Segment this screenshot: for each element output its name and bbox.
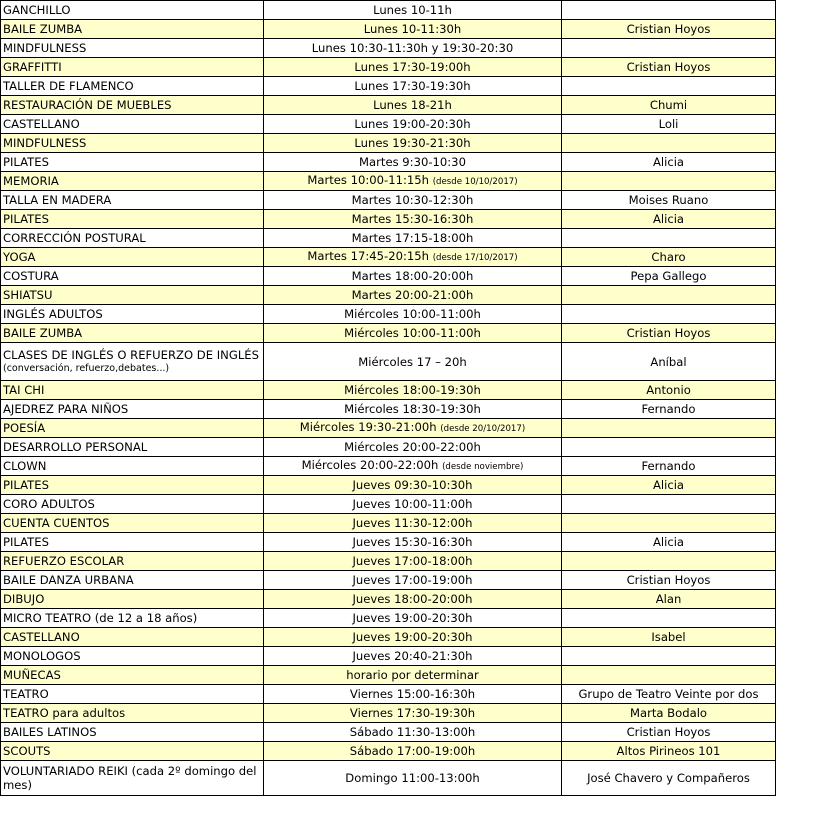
- activity-cell: [1, 96, 264, 115]
- table-row: [1, 115, 776, 134]
- instructor-cell: [562, 324, 776, 343]
- table-row: [1, 1, 776, 20]
- schedule-time: Lunes 19:30-21:30h: [354, 136, 471, 150]
- table-row: [1, 20, 776, 39]
- table-row: [1, 742, 776, 761]
- schedule-cell: [264, 742, 562, 761]
- schedule-cell: [264, 628, 562, 647]
- schedule-cell: [264, 96, 562, 115]
- instructor-name: Marta Bodalo: [629, 706, 708, 720]
- activity-name: CUENTA CUENTOS: [3, 516, 110, 530]
- instructor-cell: [562, 134, 776, 153]
- instructor-cell: [562, 533, 776, 552]
- schedule-cell: [264, 20, 562, 39]
- instructor-cell: [562, 305, 776, 324]
- instructor-name: Aníbal: [650, 354, 687, 369]
- instructor-cell: [562, 476, 776, 495]
- activity-name: POESÍA: [3, 421, 46, 435]
- schedule-time: Jueves 18:00-20:00h: [352, 592, 473, 606]
- schedule-time: Martes 15:30-16:30h: [351, 212, 474, 226]
- schedule-time: Miércoles 10:00-11:00h: [344, 326, 481, 340]
- activity-name: REFUERZO ESCOLAR: [3, 554, 125, 568]
- activity-cell: [1, 400, 264, 419]
- activity-cell: [1, 419, 264, 438]
- schedule-time: Jueves 17:00-18:00h: [352, 554, 473, 568]
- instructor-name: José Chavero y Compañeros: [587, 771, 750, 785]
- instructor-cell: [562, 267, 776, 286]
- schedule-cell: [264, 419, 562, 438]
- schedule-cell: [264, 172, 562, 191]
- instructor-cell: [562, 115, 776, 134]
- activity-cell: [1, 742, 264, 761]
- schedule-cell: [264, 552, 562, 571]
- instructor-cell: [562, 286, 776, 305]
- schedule-time: Martes 10:30-12:30h: [351, 193, 474, 207]
- instructor-name: Chumi: [649, 98, 688, 112]
- instructor-cell: [562, 438, 776, 457]
- schedule-time: Miércoles 18:00-19:30h: [344, 383, 481, 397]
- schedule-time: Lunes 19:00-20:30h: [354, 117, 471, 131]
- instructor-cell: [562, 457, 776, 476]
- table-row: [1, 286, 776, 305]
- schedule-time: Viernes 15:00-16:30h: [349, 687, 476, 701]
- table-row: [1, 647, 776, 666]
- activity-name: CORRECCIÓN POSTURAL: [3, 231, 146, 245]
- schedule-time: Domingo 11:00-13:00h: [345, 771, 480, 785]
- instructor-name: Alicia: [652, 535, 685, 549]
- instructor-name: Altos Pirineos 101: [616, 744, 721, 758]
- instructor-cell: [562, 495, 776, 514]
- activity-name: SCOUTS: [3, 744, 51, 758]
- instructor-name: Loli: [658, 117, 679, 131]
- table-row: [1, 457, 776, 476]
- schedule-cell: [264, 666, 562, 685]
- schedule-time: Martes 17:15-18:00h: [351, 231, 474, 245]
- activity-name: CLOWN: [3, 459, 47, 473]
- schedule-cell: [264, 590, 562, 609]
- activity-name: CLASES DE INGLÉS O REFUERZO DE INGLÉS: [3, 347, 259, 362]
- schedule-cell: [264, 305, 562, 324]
- activity-name: TALLER DE FLAMENCO: [3, 79, 134, 93]
- instructor-name: Moises Ruano: [628, 193, 709, 207]
- instructor-cell: [562, 761, 776, 796]
- activity-cell: [1, 438, 264, 457]
- activity-name: GRAFFITTI: [3, 60, 62, 74]
- schedule-time: Martes 18:00-20:00h: [351, 269, 474, 283]
- table-row: [1, 761, 776, 796]
- activity-cell: [1, 761, 264, 796]
- schedule-time: Miércoles 20:00-22:00h: [301, 458, 439, 472]
- instructor-name: Cristian Hoyos: [626, 573, 711, 587]
- schedule-cell: [264, 134, 562, 153]
- schedule-cell: [264, 533, 562, 552]
- activity-name: DIBUJO: [3, 592, 45, 606]
- table-row: [1, 77, 776, 96]
- activity-name: PILATES: [3, 478, 49, 492]
- schedule-time: Lunes 10-11h: [373, 3, 452, 17]
- instructor-cell: [562, 248, 776, 267]
- instructor-cell: [562, 400, 776, 419]
- instructor-cell: [562, 742, 776, 761]
- table-row: [1, 628, 776, 647]
- instructor-cell: [562, 39, 776, 58]
- activity-name: PILATES: [3, 212, 49, 226]
- instructor-cell: [562, 1, 776, 20]
- table-row: [1, 571, 776, 590]
- schedule-time: Miércoles 17 – 20h: [358, 354, 467, 369]
- instructor-cell: [562, 647, 776, 666]
- table-row: [1, 552, 776, 571]
- schedule-cell: [264, 571, 562, 590]
- table-row: [1, 704, 776, 723]
- table-row: [1, 58, 776, 77]
- activity-name: CASTELLANO: [3, 117, 80, 131]
- activity-cell: [1, 476, 264, 495]
- activity-cell: [1, 647, 264, 666]
- schedule-cell: [264, 343, 562, 381]
- instructor-name: Grupo de Teatro Veinte por dos: [578, 687, 759, 701]
- activity-cell: [1, 134, 264, 153]
- instructor-cell: [562, 609, 776, 628]
- activity-cell: [1, 343, 264, 381]
- activity-name: BAILE ZUMBA: [3, 22, 83, 36]
- schedule-time: Jueves 19:00-20:30h: [352, 611, 473, 625]
- instructor-cell: [562, 210, 776, 229]
- instructor-name: Alan: [655, 592, 682, 606]
- activity-cell: [1, 704, 264, 723]
- activity-cell: [1, 514, 264, 533]
- instructor-cell: [562, 571, 776, 590]
- schedule-cell: [264, 704, 562, 723]
- schedule-cell: [264, 495, 562, 514]
- activity-cell: [1, 324, 264, 343]
- instructor-name: Antonio: [646, 383, 691, 397]
- table-row: [1, 248, 776, 267]
- schedule-time: Martes 17:45-20:15h: [307, 249, 429, 263]
- table-row: [1, 419, 776, 438]
- schedule-time: Lunes 10-11:30h: [363, 22, 462, 36]
- instructor-name: Cristian Hoyos: [626, 725, 711, 739]
- activity-name: MUÑECAS: [3, 668, 61, 682]
- activity-name: MINDFULNESS: [3, 41, 87, 55]
- schedule-cell: [264, 609, 562, 628]
- schedule-time: Sábado 17:00-19:00h: [349, 744, 476, 758]
- schedule-time: Lunes 18-21h: [373, 98, 452, 112]
- activity-name: TAI CHI: [3, 383, 45, 397]
- table-row: [1, 438, 776, 457]
- instructor-cell: [562, 229, 776, 248]
- activity-cell: [1, 305, 264, 324]
- schedule-time: Lunes 17:30-19:30h: [354, 79, 471, 93]
- activity-cell: [1, 723, 264, 742]
- instructor-cell: [562, 96, 776, 115]
- activity-cell: [1, 39, 264, 58]
- schedule-time: Lunes 17:30-19:00h: [354, 60, 471, 74]
- schedule-cell: [264, 58, 562, 77]
- activity-cell: [1, 172, 264, 191]
- schedule-time: Martes 9:30-10:30: [359, 155, 466, 169]
- table-row: [1, 267, 776, 286]
- activity-cell: [1, 457, 264, 476]
- schedule-time: Jueves 20:40-21:30h: [352, 649, 473, 663]
- schedule-cell: [264, 153, 562, 172]
- instructor-name: Fernando: [641, 459, 696, 473]
- instructor-cell: [562, 20, 776, 39]
- activity-name: MONOLOGOS: [3, 649, 81, 663]
- instructor-name: Charo: [651, 250, 686, 264]
- activity-cell: [1, 115, 264, 134]
- schedule-cell: [264, 685, 562, 704]
- activity-name: MINDFULNESS: [3, 136, 87, 150]
- schedule-cell: [264, 324, 562, 343]
- table-row: [1, 153, 776, 172]
- schedule-table-body: [1, 1, 776, 796]
- schedule-cell: [264, 400, 562, 419]
- schedule-time: Lunes 10:30-11:30h y 19:30-20:30: [311, 41, 514, 55]
- schedule-time: Viernes 17:30-19:30h: [349, 706, 476, 720]
- schedule-note: (desde 17/10/2017): [432, 253, 518, 263]
- instructor-cell: [562, 666, 776, 685]
- schedule-cell: [264, 476, 562, 495]
- instructor-cell: [562, 191, 776, 210]
- activity-name: MICRO TEATRO (de 12 a 18 años): [3, 611, 198, 625]
- activity-cell: [1, 153, 264, 172]
- activity-name: CASTELLANO: [3, 630, 80, 644]
- schedule-time: Miércoles 20:00-22:00h: [344, 440, 481, 454]
- instructor-name: Cristian Hoyos: [626, 22, 711, 36]
- table-row: [1, 666, 776, 685]
- instructor-cell: [562, 723, 776, 742]
- schedule-time: Jueves 15:30-16:30h: [352, 535, 473, 549]
- table-row: [1, 39, 776, 58]
- instructor-name: Fernando: [641, 402, 696, 416]
- activity-name: BAILE DANZA URBANA: [3, 573, 134, 587]
- instructor-cell: [562, 685, 776, 704]
- instructor-name: Cristian Hoyos: [626, 60, 711, 74]
- activity-cell: [1, 552, 264, 571]
- schedule-time: Jueves 11:30-12:00h: [352, 516, 473, 530]
- table-row: [1, 495, 776, 514]
- table-row: [1, 533, 776, 552]
- table-row: [1, 381, 776, 400]
- schedule-time: Martes 20:00-21:00h: [351, 288, 474, 302]
- schedule-cell: [264, 457, 562, 476]
- activity-cell: [1, 286, 264, 305]
- table-row: [1, 723, 776, 742]
- table-row: [1, 172, 776, 191]
- instructor-cell: [562, 381, 776, 400]
- activity-name: TEATRO: [3, 687, 49, 701]
- schedule-time: Jueves 19:00-20:30h: [352, 630, 473, 644]
- activity-cell: [1, 609, 264, 628]
- activity-name: DESARROLLO PERSONAL: [3, 440, 148, 454]
- schedule-cell: [264, 381, 562, 400]
- instructor-cell: [562, 172, 776, 191]
- activity-name: PILATES: [3, 535, 49, 549]
- schedule-cell: [264, 115, 562, 134]
- instructor-name: Alicia: [652, 478, 685, 492]
- schedule-cell: [264, 514, 562, 533]
- schedule-cell: [264, 1, 562, 20]
- table-row: [1, 476, 776, 495]
- schedule-cell: [264, 286, 562, 305]
- schedule-cell: [264, 210, 562, 229]
- instructor-cell: [562, 343, 776, 381]
- activity-name: BAILE ZUMBA: [3, 326, 83, 340]
- instructor-cell: [562, 419, 776, 438]
- instructor-name: Alicia: [652, 155, 685, 169]
- activity-cell: [1, 20, 264, 39]
- activity-name: VOLUNTARIADO REIKI (cada 2º domingo del mes): [3, 764, 257, 792]
- table-row: [1, 96, 776, 115]
- instructor-name: Pepa Gallego: [630, 269, 707, 283]
- table-row: [1, 685, 776, 704]
- table-row: [1, 210, 776, 229]
- activity-name: INGLÉS ADULTOS: [3, 307, 103, 321]
- table-row: [1, 609, 776, 628]
- schedule-cell: [264, 438, 562, 457]
- table-row: [1, 514, 776, 533]
- activity-cell: [1, 685, 264, 704]
- activity-cell: [1, 495, 264, 514]
- activity-name: RESTAURACIÓN DE MUEBLES: [3, 98, 172, 112]
- activity-cell: [1, 533, 264, 552]
- table-row: [1, 324, 776, 343]
- schedule-time: Sábado 11:30-13:00h: [349, 725, 476, 739]
- activity-cell: [1, 628, 264, 647]
- schedule-note: (desde noviembre): [442, 462, 524, 472]
- activity-cell: [1, 381, 264, 400]
- schedule-cell: [264, 267, 562, 286]
- schedule-time: Jueves 09:30-10:30h: [352, 478, 473, 492]
- instructor-name: Cristian Hoyos: [626, 326, 711, 340]
- table-row: [1, 134, 776, 153]
- activity-cell: [1, 77, 264, 96]
- activity-cell: [1, 191, 264, 210]
- schedule-note: (desde 20/10/2017): [440, 424, 526, 434]
- activity-name: TEATRO para adultos: [3, 706, 126, 720]
- table-row: [1, 191, 776, 210]
- activity-name: MEMORIA: [3, 174, 59, 188]
- activity-name: TALLA EN MADERA: [3, 193, 112, 207]
- activity-name: COSTURA: [3, 269, 59, 283]
- activity-name: PILATES: [3, 155, 49, 169]
- activity-name: GANCHILLO: [3, 3, 71, 17]
- schedule-note: (desde 10/10/2017): [432, 177, 518, 187]
- instructor-cell: [562, 590, 776, 609]
- activity-name: AJEDREZ PARA NIÑOS: [3, 402, 129, 416]
- activity-name: SHIATSU: [3, 288, 53, 302]
- activity-subtitle: (conversación, refuerzo,debates...): [3, 362, 170, 374]
- instructor-cell: [562, 514, 776, 533]
- schedule-time: Miércoles 10:00-11:00h: [344, 307, 481, 321]
- activity-cell: [1, 229, 264, 248]
- instructor-cell: [562, 153, 776, 172]
- schedule-cell: [264, 647, 562, 666]
- schedule-time: Miércoles 19:30-21:00h: [299, 420, 437, 434]
- activity-name: CORO ADULTOS: [3, 497, 95, 511]
- instructor-cell: [562, 77, 776, 96]
- instructor-name: Isabel: [651, 630, 686, 644]
- activity-cell: [1, 58, 264, 77]
- schedule-time: Miércoles 18:30-19:30h: [344, 402, 481, 416]
- activity-name: BAILES LATINOS: [3, 725, 97, 739]
- schedule-cell: [264, 761, 562, 796]
- schedule-time: Jueves 17:00-19:00h: [352, 573, 473, 587]
- schedule-cell: [264, 77, 562, 96]
- activity-cell: [1, 590, 264, 609]
- schedule-cell: [264, 229, 562, 248]
- schedule-time: Martes 10:00-11:15h: [307, 173, 429, 187]
- table-row: [1, 229, 776, 248]
- schedule-cell: [264, 39, 562, 58]
- activity-cell: [1, 571, 264, 590]
- activity-cell: [1, 666, 264, 685]
- activity-name: YOGA: [3, 250, 36, 264]
- schedule-time: Jueves 10:00-11:00h: [352, 497, 473, 511]
- table-row: [1, 400, 776, 419]
- instructor-cell: [562, 628, 776, 647]
- instructor-cell: [562, 704, 776, 723]
- activity-cell: [1, 210, 264, 229]
- activity-cell: [1, 1, 264, 20]
- table-row: [1, 305, 776, 324]
- instructor-cell: [562, 552, 776, 571]
- schedule-cell: [264, 248, 562, 267]
- schedule-time: horario por determinar: [346, 668, 479, 682]
- schedule-cell: [264, 723, 562, 742]
- schedule-cell: [264, 191, 562, 210]
- table-row: [1, 590, 776, 609]
- instructor-name: Alicia: [652, 212, 685, 226]
- activity-cell: [1, 248, 264, 267]
- activity-cell: [1, 267, 264, 286]
- table-row: [1, 343, 776, 381]
- instructor-cell: [562, 58, 776, 77]
